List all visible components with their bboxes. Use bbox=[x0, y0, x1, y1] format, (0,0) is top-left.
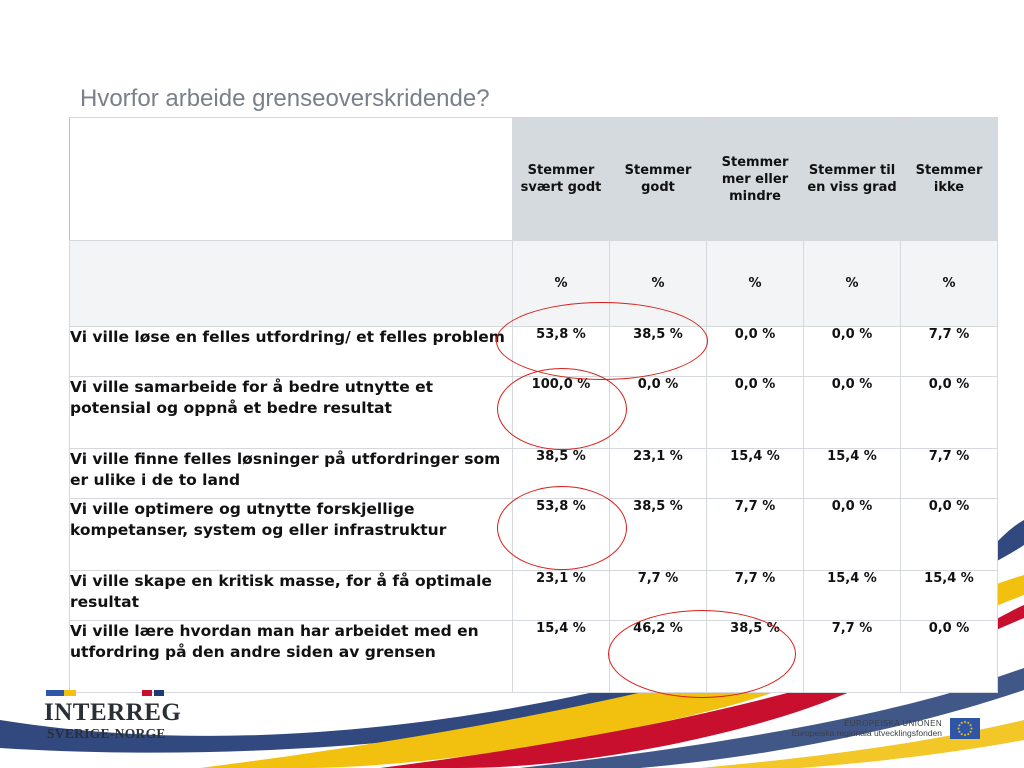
column-header: Stemmer godt bbox=[610, 118, 707, 241]
table-cell: 0,0 % bbox=[804, 499, 901, 571]
table-cell: 38,5 % bbox=[610, 327, 707, 377]
table-cell: 0,0 % bbox=[901, 621, 998, 693]
column-header: Stemmer svært godt bbox=[513, 118, 610, 241]
table-cell: 38,5 % bbox=[513, 449, 610, 499]
page-title: Hvorfor arbeide grenseoverskridende? bbox=[80, 85, 490, 112]
unit-cell: % bbox=[707, 241, 804, 327]
table-cell: 7,7 % bbox=[901, 449, 998, 499]
column-header: Stemmer ikke bbox=[901, 118, 998, 241]
table-row bbox=[70, 449, 998, 499]
table-cell: 23,1 % bbox=[513, 571, 610, 621]
table-cell: 23,1 % bbox=[610, 449, 707, 499]
table-cell: 7,7 % bbox=[707, 499, 804, 571]
row-label: Vi ville optimere og utnytte forskjellige kompetanser, system og eller infrastruktur bbox=[70, 499, 513, 571]
table-row bbox=[70, 621, 998, 693]
row-label: Vi ville lære hvordan man har arbeidet med en utfordring på den andre siden av grensen bbox=[70, 621, 513, 693]
table-cell: 15,4 % bbox=[804, 449, 901, 499]
row-label: Vi ville finne felles løsninger på utfordringer som er ulike i de to land bbox=[70, 449, 513, 499]
table-cell: 0,0 % bbox=[901, 377, 998, 449]
table-cell: 53,8 % bbox=[513, 499, 610, 571]
column-header: Stemmer mer eller mindre bbox=[707, 118, 804, 241]
survey-table bbox=[69, 117, 998, 693]
table-cell: 7,7 % bbox=[707, 571, 804, 621]
logo-name: INTERREG bbox=[44, 699, 182, 726]
row-label: Vi ville løse en felles utfordring/ et felles problem bbox=[70, 327, 513, 377]
unit-row bbox=[70, 241, 998, 327]
unit-cell: % bbox=[513, 241, 610, 327]
table-cell: 100,0 % bbox=[513, 377, 610, 449]
table-cell: 0,0 % bbox=[901, 499, 998, 571]
table-cell: 7,7 % bbox=[610, 571, 707, 621]
table-cell: 46,2 % bbox=[610, 621, 707, 693]
unit-cell: % bbox=[901, 241, 998, 327]
logo-subtitle: SVERIGE-NORGE bbox=[47, 726, 166, 741]
table-cell: 53,8 % bbox=[513, 327, 610, 377]
table-row bbox=[70, 499, 998, 571]
unit-label-cell bbox=[70, 241, 513, 327]
table-cell: 38,5 % bbox=[610, 499, 707, 571]
table-row bbox=[70, 377, 998, 449]
table-cell: 15,4 % bbox=[513, 621, 610, 693]
eu-logo bbox=[792, 718, 980, 739]
table-row bbox=[70, 571, 998, 621]
unit-cell: % bbox=[804, 241, 901, 327]
table-cell: 0,0 % bbox=[610, 377, 707, 449]
column-header: Stemmer til en viss grad bbox=[804, 118, 901, 241]
eu-flag-icon bbox=[950, 718, 980, 739]
table-cell: 7,7 % bbox=[804, 621, 901, 693]
unit-cell: % bbox=[610, 241, 707, 327]
eu-logo-line1: EUROPEISKA UNIONEN bbox=[844, 719, 942, 728]
flag-stripes-icon bbox=[46, 688, 170, 698]
table-cell: 0,0 % bbox=[804, 377, 901, 449]
row-label: Vi ville samarbeide for å bedre utnytte et potensial og oppnå et bedre resultat bbox=[70, 377, 513, 449]
row-label: Vi ville skape en kritisk masse, for å få optimale resultat bbox=[70, 571, 513, 621]
table-cell: 15,4 % bbox=[707, 449, 804, 499]
table-header-row bbox=[70, 118, 998, 241]
table-cell: 0,0 % bbox=[804, 327, 901, 377]
header-label-cell bbox=[70, 118, 513, 241]
table-cell: 0,0 % bbox=[707, 377, 804, 449]
table-row bbox=[70, 327, 998, 377]
table-cell: 15,4 % bbox=[804, 571, 901, 621]
table-cell: 7,7 % bbox=[901, 327, 998, 377]
table-cell: 0,0 % bbox=[707, 327, 804, 377]
interreg-logo bbox=[44, 700, 181, 742]
eu-logo-line2: Europeiska regionala utvecklingsfonden bbox=[791, 728, 942, 738]
table-cell: 15,4 % bbox=[901, 571, 998, 621]
table-cell: 38,5 % bbox=[707, 621, 804, 693]
